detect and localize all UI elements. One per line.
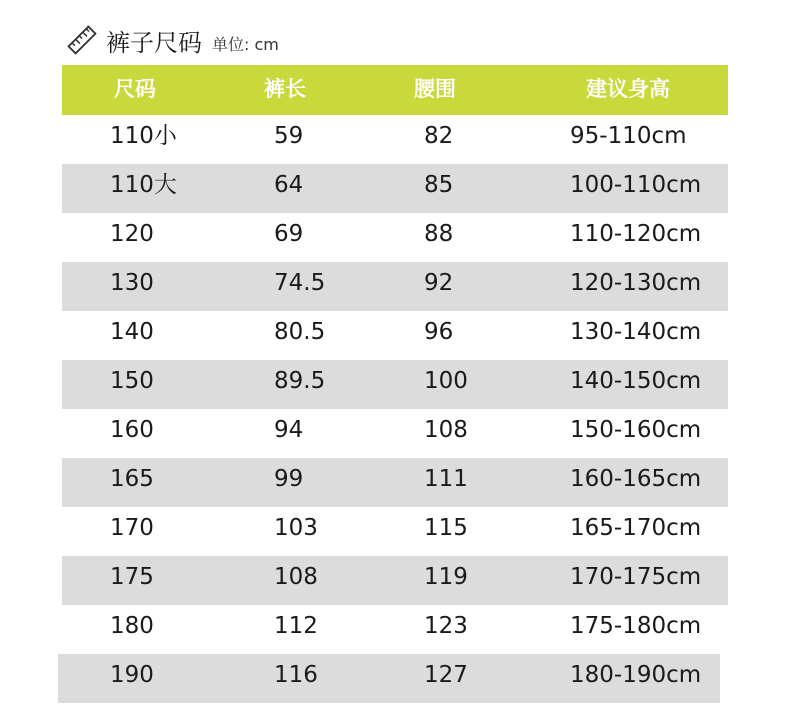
table-row [62, 213, 728, 262]
cell-length: 80.5 [274, 319, 326, 345]
header-suggested-height: 建议身高 [586, 77, 670, 101]
unit-label: 单位: cm [212, 34, 279, 54]
cell-length: 74.5 [274, 270, 326, 296]
cell-height: 180-190cm [570, 662, 702, 688]
cell-size: 120 [110, 221, 154, 247]
cell-size: 110小 [110, 123, 177, 149]
cell-height: 95-110cm [570, 123, 687, 149]
cell-waist: 119 [424, 564, 468, 590]
cell-waist: 96 [424, 319, 454, 345]
cell-size: 180 [110, 613, 154, 639]
cell-height: 130-140cm [570, 319, 702, 345]
table-row [62, 164, 728, 213]
table-row [62, 507, 728, 556]
cell-height: 165-170cm [570, 515, 702, 541]
cell-height: 120-130cm [570, 270, 702, 296]
cell-height: 100-110cm [570, 172, 702, 198]
cell-size: 170 [110, 515, 154, 541]
cell-length: 112 [274, 613, 318, 639]
table-row [62, 409, 728, 458]
cell-size: 165 [110, 466, 154, 492]
cell-size: 175 [110, 564, 154, 590]
cell-length: 94 [274, 417, 304, 443]
cell-length: 116 [274, 662, 318, 688]
cell-height: 170-175cm [570, 564, 702, 590]
cell-height: 110-120cm [570, 221, 702, 247]
ruler-icon [66, 24, 98, 56]
header-pants-length: 裤长 [264, 77, 306, 101]
table-row [62, 115, 728, 164]
table-row [62, 605, 728, 654]
cell-waist: 88 [424, 221, 454, 247]
cell-waist: 85 [424, 172, 454, 198]
page-title: 裤子尺码 [106, 28, 202, 57]
cell-waist: 115 [424, 515, 468, 541]
header-size: 尺码 [114, 77, 156, 101]
cell-size: 190 [110, 662, 154, 688]
table-row [62, 556, 728, 605]
cell-height: 140-150cm [570, 368, 702, 394]
cell-height: 160-165cm [570, 466, 702, 492]
title-row [66, 20, 279, 60]
cell-waist: 100 [424, 368, 468, 394]
cell-size: 150 [110, 368, 154, 394]
table-row [62, 458, 728, 507]
table-row [62, 360, 728, 409]
cell-waist: 111 [424, 466, 468, 492]
cell-length: 103 [274, 515, 318, 541]
cell-size: 130 [110, 270, 154, 296]
cell-waist: 82 [424, 123, 454, 149]
cell-waist: 108 [424, 417, 468, 443]
cell-length: 64 [274, 172, 304, 198]
cell-waist: 92 [424, 270, 454, 296]
cell-length: 108 [274, 564, 318, 590]
table-row [58, 654, 720, 703]
cell-length: 89.5 [274, 368, 326, 394]
table-header [62, 65, 728, 115]
table-row [62, 311, 728, 360]
cell-size: 160 [110, 417, 154, 443]
table-row [62, 262, 728, 311]
cell-length: 99 [274, 466, 304, 492]
cell-length: 59 [274, 123, 304, 149]
cell-length: 69 [274, 221, 304, 247]
cell-height: 150-160cm [570, 417, 702, 443]
cell-waist: 127 [424, 662, 468, 688]
cell-waist: 123 [424, 613, 468, 639]
cell-size: 110大 [110, 172, 177, 198]
cell-height: 175-180cm [570, 613, 702, 639]
header-waist: 腰围 [414, 77, 456, 101]
size-table [62, 65, 728, 703]
cell-size: 140 [110, 319, 154, 345]
